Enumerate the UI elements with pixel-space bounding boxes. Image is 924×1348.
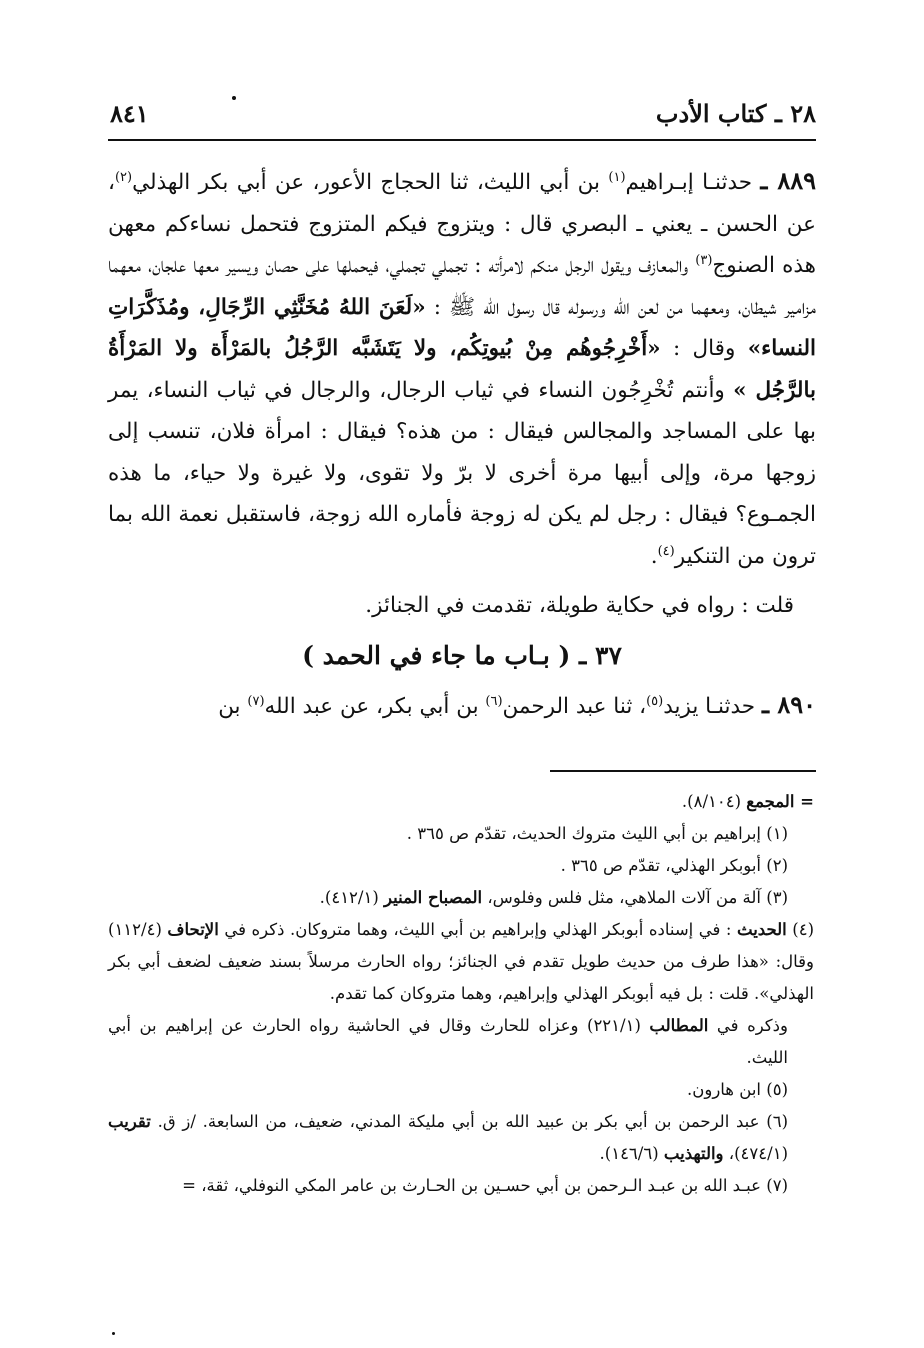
page-number: ٨٤١ [110,99,149,128]
footnote-rule [550,770,816,772]
footnote-ref[interactable]: (٤) [657,543,675,559]
footnote-ref[interactable]: (٧) [247,693,265,709]
prophetic-quote: «أَخْرِجُوهُم مِنْ بُيوتِكُم، ولا يَتَشَبَّه الرَّجُلُ بالمَرْأَة ولا المَرْأَةُ بالرَّجُل » [108,336,816,403]
footnote-5: (٥) ابن هارون. [686,1080,788,1099]
footnote-4: (٤) الحديث : في إسناده أبوبكر الهذلي وإبراهيم بن أبي الليث، وهما متروكان. ذكره في الإتحاف (١١٢/٤) وقال: «هذا طرف من حديث طويل تقدم في الجنائز؛ رواه الحارث مرسلاً بسند ضعيف لضعف أبي بكر الهذلي». قلت : بل فيه أبوبكر الهذلي وإبراهيم، وهما متروكان كما تقدم. [108,920,814,1003]
footnote-ref[interactable]: (١) [608,169,626,185]
footnote-ref[interactable]: (٢) [114,169,133,185]
footnote-7: (٧) عبـد الله بن عبـد الـرحمن بن أبي حسـين بن الحـارث بن عامر المكي النوفلي، ثقة، = [182,1176,788,1195]
hadith-890: ٨٩٠ ـ حدثنـا يزيد$^{(٥)}$، ثنا عبد الرحمن$^{(٦)}$ بن أبي بكر، عن عبد الله$^{(٧)}$ بن [218,690,816,719]
footnote-ref[interactable]: (٥) [646,693,664,709]
ink-dot [112,1332,115,1335]
footnotes [108,786,814,1202]
chapter-title: ٢٨ ـ كتاب الأدب [655,99,816,128]
footnote-2: (٢) أبوبكر الهذلي، تقدّم ص ٣٦٥ . [560,856,788,875]
footnote-3: (٣) آلة من آلات الملاهي، مثل فلس وفلوس، المصباح المنير (٤١٢/١). [319,888,788,907]
hadith-number: ٨٩٠ ـ [761,690,816,719]
footnote-continuation: = المجمع (٨/١٠٤). [681,792,814,811]
footnote-ref[interactable]: (٦) [485,693,503,709]
footnote-1: (١) إبراهيم بن أبي الليث متروك الحديث، تقدّم ص ٣٦٥ . [406,824,788,843]
hadith-number: ٨٨٩ ـ [760,166,816,195]
page-header [110,92,816,128]
prophetic-quote: «لَعَنَ اللهُ مُخَنَّثِي الرِّجَالِ، ومُذَكَّرَاتِ النساء» [108,294,816,361]
main-text [108,160,816,728]
author-note: قلت : رواه في حكاية طويلة، تقدمت في الجنائز. [365,593,794,618]
footnote-ref[interactable]: (٣) [695,252,713,268]
footnote-6: (٦) عبد الرحمن بن أبي بكر بن عبيد الله بن أبي مليكة المدني، ضعيف، من السابعة. /ز ق. تقريب (٤٧٤/١)، والتهذيب (١٤٦/٦). [108,1112,788,1163]
hadith-889: ٨٨٩ ـ حدثنـا إبـراهيم$^{(١)}$ بن أبي الليث، ثنا الحجاج الأعور، عن أبي بكر الهذلي$^{(٢)}$، عن الحسن ـ يعني ـ البصري قال : ويتزوج فيكم المتزوج فتحمل نساءكم معهن هذه الصنوج$^{(٣)}$ والمعازف ويقول الرجل منكم لامرأته : تجملي تجملي، فيحملها على حصان ويسير معها علجان، معهما مزامير شيطان، ومعهما من لعن الله ورسوله قال رسول الله ﷺ : «لَعَنَ اللهُ مُخَنَّثِي الرِّجَالِ، ومُذَكَّرَاتِ النساء» وقال : «أَخْرِجُوهُم مِنْ بُيوتِكُم، ولا يَتَشَبَّه الرَّجُلُ بالمَرْأَة ولا المَرْأَةُ بالرَّجُل » وأنتم تُخْرِجُون النساء في ثياب الرجال، والرجال في ثياب النساء، يمر بها على المساجد والمجالس فيقال : من هذه؟ فيقال : امرأة فلان، تنسب إلى زوجها مرة، وإلى أبيها مرة أخرى لا برّ ولا تقوى، ولا غيرة ولا حياء، ما هذه الجمـوع؟ فيقال : رجل لم يكن له زوجة فأماره الله زوجة، فاستقبل نعمة الله بما ترون من التنكير$^{(٤)}$. [108,166,816,569]
ink-dot [232,96,236,100]
footnote-4-continued: وذكره في المطالب (٢٢١/١) وعزاه للحارث وقال في الحاشية رواه الحارث عن إبراهيم بن أبي الليث. [108,1016,788,1067]
section-heading: ٣٧ ـ ( بـاب ما جاء في الحمد ) [302,640,622,670]
header-rule [108,139,816,141]
